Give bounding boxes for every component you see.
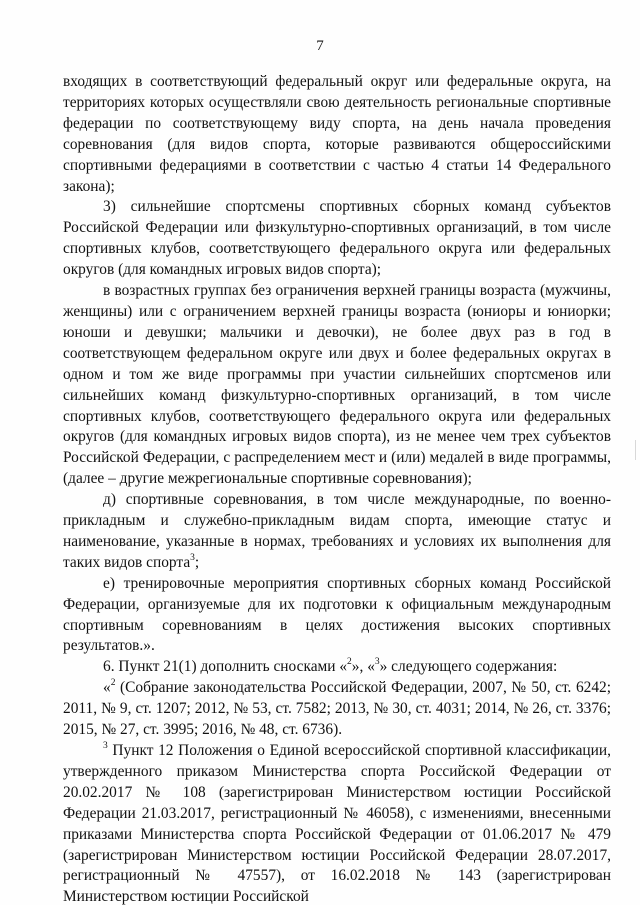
item-6-text-b: », « bbox=[351, 658, 375, 676]
item-6-text-a: 6. Пункт 21(1) дополнить сносками « bbox=[103, 658, 348, 676]
paragraph-item-6 bbox=[63, 657, 611, 678]
paragraph-continuation: входящих в соответствующий федеральный округ или федеральные округа, на территориях которых осуществляли свою деятельность региональные спортивные федерации по соответствующему виду спорта, на день начала проведения соревнования (для видов спорта, которые развиваются общероссийскими спортивными федерациями в соответствии с частью 4 статьи 14 Федерального закона); bbox=[63, 73, 611, 195]
paragraph-age-groups: в возрастных группах без ограничения верхней границы возраста (мужчины, женщины) или с ограничением верхней границы возраста (юниоры и юниорки; юноши и девушки; мальчики и девочки), не более двух раз в год в соответствующем федеральном округе или двух и более федеральных округах в одном и том же виде программы при участии сильнейших спортсменов или сильнейших команд физкультурно-спортивных организаций, в том числе спортивных клубов, соответствующего федерального округа или федеральных округов (для командных игровых видов спорта), из не менее чем трех субъектов Российской Федерации, с распределением мест и (или) медалей в виде программы, (далее – другие межрегиональные спортивные соревнования); bbox=[63, 282, 611, 488]
footnote-3 bbox=[63, 741, 611, 908]
scan-edge-mark bbox=[635, 440, 636, 460]
footnote-ref-3: 3 bbox=[190, 552, 195, 563]
paragraph-item-3: 3) сильнейшие спортсмены спортивных сборных команд субъектов Российской Федерации или физкультурно-спортивных организаций, в том числе спортивных клубов, соответствующего федерального округа или федеральных округов (для командных игровых видов спорта); bbox=[63, 198, 611, 279]
document-body bbox=[63, 72, 611, 908]
footnote-ref-2: 2 bbox=[347, 657, 352, 668]
paragraph-item-d-text: д) спортивные соревнования, в том числе международные, по военно-прикладным и служебно-прикладным видам спорта, имеющие статус и наименование, указанные в нормах, требованиях и условиях их выполнения для таких видов спорта bbox=[63, 491, 611, 571]
paragraph-item-d bbox=[63, 490, 611, 574]
footnote-2-text: (Собрание законодательства Российской Федерации, 2007, № 50, ст. 6242; 2011, № 9, ст. 1207; 2012, № 53, ст. 7582; 2013, № 30, ст. 4031; 2014, № 26, ст. 3376; 2015, № 27, ст. 3995; 2016, № 48, ст. 6736). bbox=[63, 679, 611, 739]
footnote-2 bbox=[63, 678, 611, 741]
page-number: 7 bbox=[316, 38, 324, 54]
paragraph-item-e: е) тренировочные мероприятия спортивных сборных команд Российской Федерации, организуемые для их подготовки к официальным международным спортивным соревнованиям в целях достижения высоких спортивных результатов.». bbox=[63, 574, 611, 655]
footnote-2-marker: 2 bbox=[110, 678, 116, 689]
item-6-text-c: » следующего содержания: bbox=[379, 658, 558, 676]
footnote-2-quote: « bbox=[103, 679, 111, 697]
footnote-3-text: Пункт 12 Положения о Единой всероссийской спортивной классификации, утвержденного приказом Министерства спорта Российской Федерации от 20.02.2017 № 108 (зарегистрирован Министерством юстиции Российской Федерации 21.03.2017, регистрационный № 46058), с изменениями, внесенными приказами Министерства спорта Российской Федерации от 01.06.2017 № 479 (зарегистрирован Министерством юстиции Российской Федерации 28.07.2017, регистрационный № 47557), от 16.02.2018 № 143 (зарегистрирован Министерством юстиции Российской bbox=[63, 742, 611, 906]
paragraph-item-d-tail: ; bbox=[194, 553, 200, 571]
footnote-3-marker: 3 bbox=[103, 740, 108, 751]
footnote-ref-3: 3 bbox=[374, 657, 380, 668]
